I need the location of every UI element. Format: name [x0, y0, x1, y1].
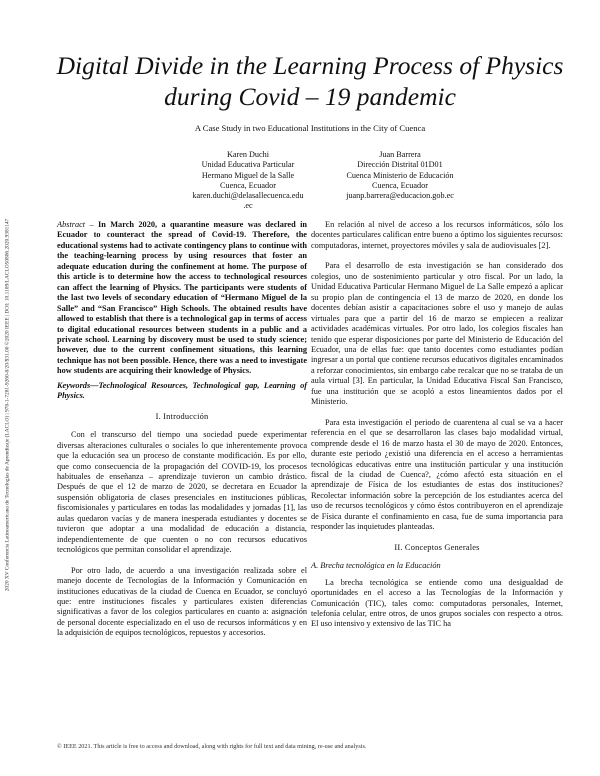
- copyright-footer: © IEEE 2021. This article is free to access and download, along with rights for full text and data mining, re-use and analysis.: [57, 743, 367, 750]
- author-1-email-cont: .ec: [243, 201, 253, 211]
- author-1-affiliation: Unidad Educativa Particular: [201, 160, 295, 170]
- keywords: Keywords—Technological Resources, Technological gap, Learning of Physics.: [57, 380, 307, 401]
- right-paragraph-2: Para el desarrollo de esta investigación se han considerado dos colegios, uno de sostenimiento particular y otro fiscal. Por un lado, la Unidad Educativa Particular Hermano Miguel de La Salle empezó a aplicar su propio plan de contingencia el 13 de marzo de 2020, en donde los docentes debían asistir a capacitaciones sobre el uso y manejo de aulas virtuales para que a partir del 16 de marzo se empiecen a realizar actividades académicas virtuales. Por otro lado, los colegios fiscales han tenido que esperar disposiciones por parte del Ministerio de Educación del Ecuador, una de ellas fue: que tanto docentes como estudiantes podían ingresar a un portal que contiene recursos educativos digitales encaminados a reforzar conocimientos, sin embargo cabe recalcar que no se trataba de un aula virtual [3]. En particular, la Unidad Educativa Fiscal San Francisco, fue una institución que se acopló a estos lineamientos dados por el Ministerio.: [311, 261, 563, 407]
- left-column: [57, 220, 307, 639]
- right-paragraph-3: Para esta investigación el periodo de cuarentena al cual se va a hacer referencia en el que se desarrollaron las clases bajo modalidad virtual, comprende desde el 16 de marzo hasta el 30 de mayo de 2020. Entonces, durante este periodo ¿existió una diferencia en el acceso a herramientas tecnológicas educativas entre una institución particular y una institución fiscal de la ciudad de Cuenca?, ¿cómo afectó esta situación en el aprendizaje de Física de los estudiantes de estas dos instituciones? Recolectar información sobre la percepción de los estudiantes acerca del uso de recursos tecnológicos y cómo éstos contribuyeron en el aprendizaje de Física durante el confinamiento en casa, fue de suma importancia para responder las inquietudes planteadas.: [311, 417, 563, 532]
- right-column: [311, 220, 563, 630]
- right-paragraph-1: En relación al nivel de acceso a los recursos informáticos, sólo los docentes particulares califican entre bueno a óptimo los siguientes recursos: computadoras, internet, proyectores móviles y sala de audiovisuales [2].: [311, 220, 563, 250]
- section-heading-introduction: I. Introducción: [155, 411, 209, 421]
- right-paragraph-4: La brecha tecnológica se entiende como una desigualdad de oportunidades en el acceso a las Tecnologías de la Información y Comunicación (TIC), tales como: computadoras personales, Internet, telefonía celular, entre otros, de unos grupos sociales con respecto a otros. El uso intensivo y extensivo de las TIC ha: [311, 577, 563, 629]
- subsection-heading-brecha: A. Brecha tecnológica en la Educación: [311, 561, 441, 571]
- abstract-label: Abstract –: [57, 220, 94, 229]
- side-stamp: [0, 90, 14, 720]
- title-line-1: Digital Divide in the Learning Process of Physics: [56, 51, 564, 80]
- author-2-email: juanp.barrera@educacion.gob.ec: [346, 191, 454, 201]
- paper-title: [40, 50, 580, 112]
- paper-subtitle: A Case Study in two Educational Institutions in the City of Cuenca: [194, 123, 426, 133]
- author-2-affiliation: Dirección Distrital 01D01: [357, 160, 443, 170]
- author-1-affiliation-2: Hermano Miguel de la Salle: [201, 170, 295, 180]
- abstract: [57, 220, 307, 377]
- intro-paragraph-1: Con el transcurso del tiempo una sociedad puede experimentar diversas alteraciones culturales o sociales lo que inherentemente provoca que la educación sea un proceso de constante modificación. Es por ello, que como consecuencia de la propagación del COVID-19, los procesos habituales de enseñanza – aprendizaje tuvieron un cambio drástico. Después de que el 12 de marzo de 2020, se decretara en Ecuador la suspensión obligatoria de clases presenciales en instituciones públicas, fiscomisionales y particulares en todas las modalidades y jornadas [1], las aulas quedaron vacías y de manera inesperada estudiantes y docentes se tuvieron que adoptar a una modalidad de educación a distancia, independientemente de que cuenten o no con recursos educativos tecnológicos que permitan consolidar el aprendizaje.: [57, 430, 307, 555]
- author-1-location: Cuenca, Ecuador: [220, 180, 276, 190]
- author-block-2: [320, 150, 480, 201]
- author-2-name: Juan Barrera: [379, 150, 421, 159]
- author-1-name: Karen Duchi: [226, 150, 270, 159]
- author-block-1: [168, 150, 328, 212]
- abstract-text: In March 2020, a quarantine measure was declared in Ecuador to counteract the spread of Covid-19. Therefore, the educational systems had to activate contingency plans to continue with the teaching-learning process by using resources that foster an adequate education during the confinement at home. The purpose of this article is to determine how the access to technological resources can affect the learning of Physics. The participants were students of the last two levels of secondary education of “Hermano Miguel de la Salle” and “San Francisco” High Schools. The obtained results have allowed to establish that there is a technological gap in terms of access to digital educational resources between students in a public and a private school. Learning by discovery must be used to study science; however, due to the current confinement situations, this learning technique has not been possible. Hence, there was a need to investigate how students are acquiring their knowledge of Physics.: [57, 220, 307, 376]
- section-heading-concepts: II. Conceptos Generales: [394, 542, 480, 552]
- intro-paragraph-2: Por otro lado, de acuerdo a una investigación realizada sobre el manejo docente de Tecnologías de la Información y Comunicación en instituciones educativas de la ciudad de Cuenca en Ecuador, se concluyó que: entre instituciones fiscales y particulares existen diferencias significativas a favor de los colegios particulares en cuanto a: asignación de personal docente especializado en el uso de recursos informáticos y en la adquisición de equipos tecnológicos, repuestos y accesorios.: [57, 565, 307, 638]
- author-1-email: karen.duchi@delasallecuenca.edu: [192, 191, 304, 201]
- author-2-affiliation-2: Cuenca Ministerio de Educación: [346, 170, 454, 180]
- side-stamp-text: 2020 XV Conferencia Latinoamericana de Tecnologías de Aprendizaje (LACLO) | 978-1-7281-9260-8/20/$31.00 ©2020 IEEE | DOI: 10.1109/LACLO50806.2020.9381147: [4, 218, 11, 592]
- author-2-location: Cuenca, Ecuador: [372, 180, 428, 190]
- title-line-2: during Covid – 19 pandemic: [164, 82, 456, 111]
